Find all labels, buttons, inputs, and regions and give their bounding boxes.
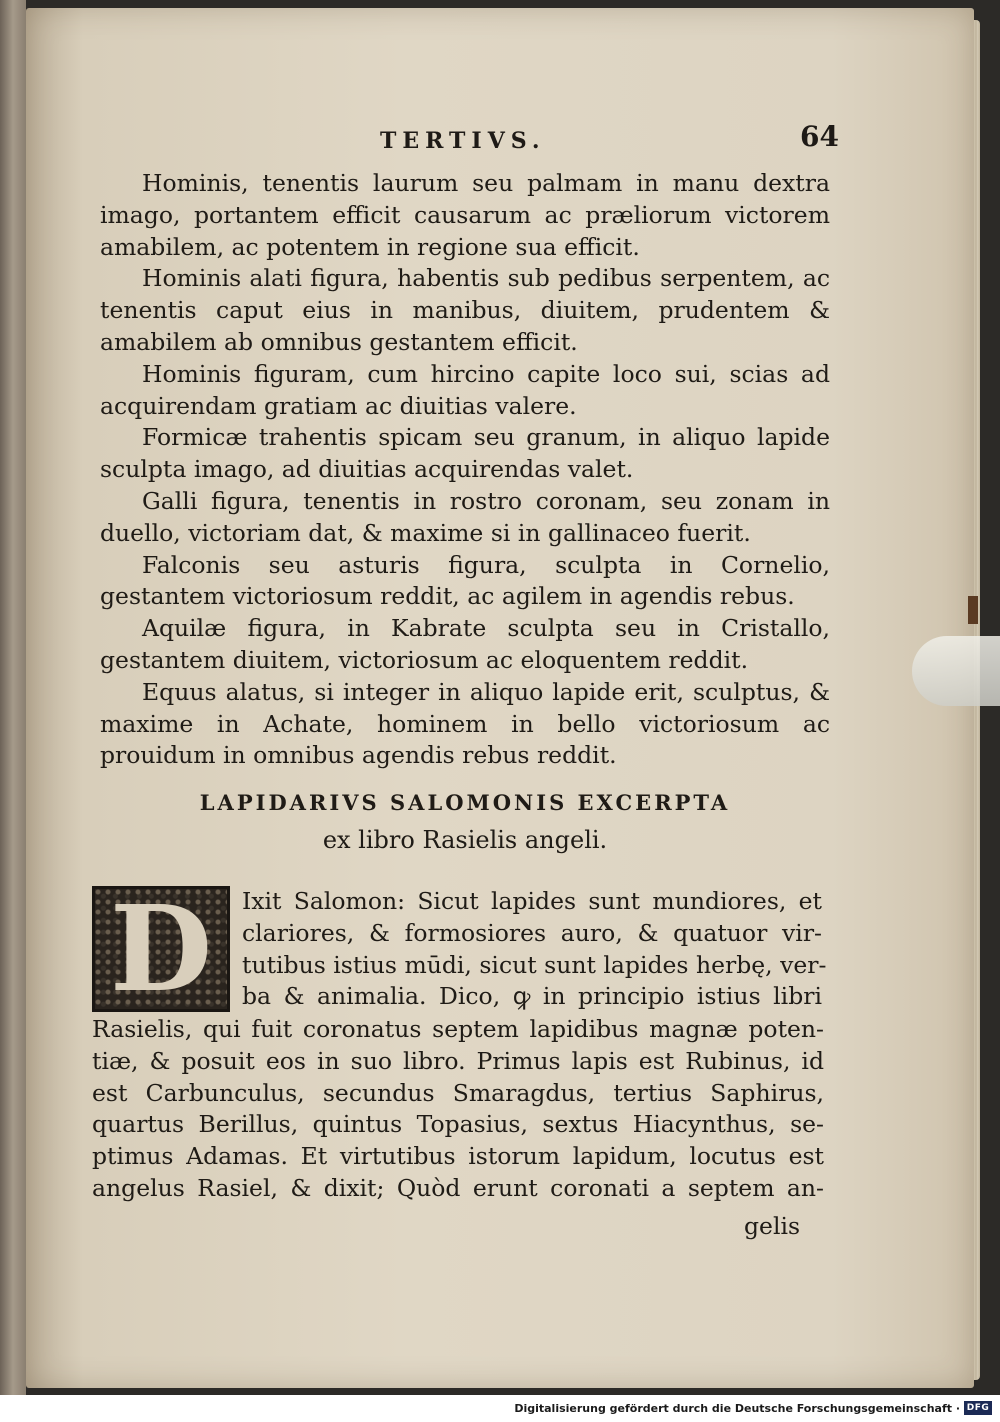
section-subtitle: ex libro Rasielis angeli. [322,826,608,854]
text-line: angelus Rasiel, & dixit; Quòd erunt coronati a septem an- [92,1173,824,1202]
text-line: est Carbunculus, secundus Smaragdus, tertius Saphirus, [92,1078,824,1107]
paragraph: Galli figura, tenentis in rostro coronam, seu zonam in duello, victoriam dat, & maxime si in gallinaceo fuerit. [100,486,830,547]
text-block [100,168,830,772]
dfg-logo: DFG [964,1401,992,1415]
text-line: Ixit Salomon: Sicut lapides sunt mundiores, et [242,887,822,915]
page-tab [968,596,978,624]
text-line: tiæ, & posuit eos in suo libro. Primus lapis est Rubinus, id [92,1046,824,1075]
text-line: Rasielis, qui fuit coronatus septem lapidibus magnæ poten- [92,1015,824,1043]
paragraph: Falconis seu asturis figura, sculpta in Cornelio, gestantem victoriosum reddit, ac agilem in agendis rebus. [100,550,830,611]
text-line: clariores, & formosiores auro, & quatuor vir- [242,918,822,947]
dropcap-text [242,886,827,1013]
bookmark-clip [912,636,1000,706]
paragraph: Formicæ trahentis spicam seu granum, in aliquo lapide sculpta imago, ad diuitias acquirendas valet. [100,423,830,484]
paragraph: Hominis figuram, cum hircino capite loco sui, scias ad acquirendam gratiam ac diuitias valere. [100,359,830,420]
text-line: ptimus Adamas. Et virtutibus istorum lapidum, locutus est [92,1142,824,1171]
text-line: tutibus istius mūdi, sicut sunt lapides herbę, ver- [242,950,827,979]
running-head: TERTIVS. [380,128,546,154]
footer-bar [0,1395,1000,1422]
catchword: gelis [744,1212,801,1240]
section-title: LAPIDARIVS SALOMONIS EXCERPTA [199,790,731,815]
paragraph: Equus alatus, si integer in aliquo lapide erit, sculptus, & maxime in Achate, hominem in bello victoriosum ac prouidum in omnibus agendis rebus reddit. [100,677,830,770]
paragraph: Hominis alati figura, habentis sub pedibus serpentem, ac tenentis caput eius in manibus, diuitem, prudentem & amabilem ab omnibus gestantem efficit. [100,264,830,356]
text-line: ba & animalia. Dico, ꝙ in principio istius libri [242,982,822,1011]
text-line: quartus Berillus, quintus Topasius, sextus Hiacynthus, se- [92,1110,824,1139]
paragraph: Hominis, tenentis laurum seu palmam in manu dextra imago, portantem efficit causarum ac præliorum victorem amabilem, ac potentem in regione sua efficit. [100,169,830,261]
body-text [92,1014,824,1205]
initial-letter: D [109,879,213,1018]
page-number: 64 [800,120,839,153]
paragraph: Aquilæ figura, in Kabrate sculpta seu in Cristallo, gestantem diuitem, victoriosum ac eloquentem reddit. [100,614,830,674]
footer-credit: Digitalisierung gefördert durch die Deutsche Forschungsgemeinschaft · [514,1402,960,1415]
woodcut-initial [92,879,230,1018]
book-cover-edge [0,0,26,1395]
